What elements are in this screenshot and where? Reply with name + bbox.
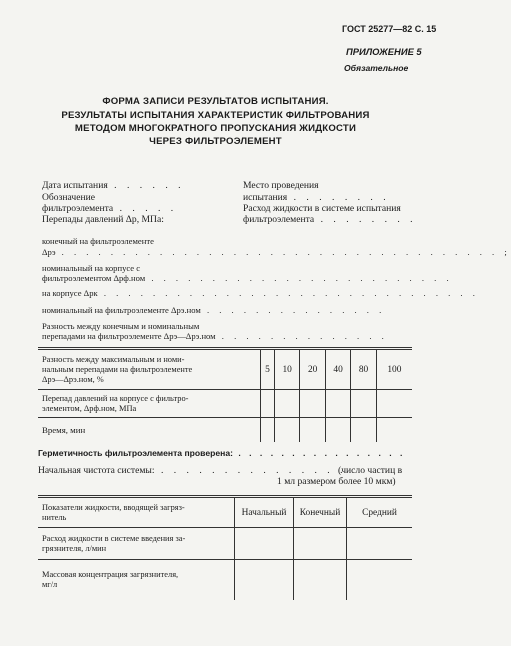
table-row bbox=[38, 528, 412, 560]
appendix-label: ПРИЛОЖЕНИЕ 5 bbox=[346, 46, 422, 57]
difference-label-1: Разность между конечным и номинальным bbox=[42, 321, 200, 331]
pressure-drops-label: Перепады давлений Δp, МПа: bbox=[42, 214, 164, 225]
mass-concentration-label: Массовая концентрация загрязнителя, мг/л bbox=[38, 560, 235, 600]
col-average-header: Средний bbox=[347, 498, 413, 528]
form-title-line4: ЧЕРЕЗ ФИЛЬТРОЭЛЕМЕНТ bbox=[149, 136, 282, 147]
housing-drop-label: на корпусе Δpк . . . . . . . . . . . . . . . . . . . . . . . . . . . . . . . bbox=[42, 288, 479, 298]
table-cell[interactable] bbox=[325, 390, 350, 418]
table-cell[interactable] bbox=[347, 528, 413, 560]
place-label-2: испытания . . . . . . . . bbox=[243, 192, 390, 203]
form-title-line1: ФОРМА ЗАПИСИ РЕЗУЛЬТАТОВ ИСПЫТАНИЯ. bbox=[102, 96, 329, 107]
table-cell[interactable] bbox=[325, 418, 350, 442]
col-initial-header: Начальный bbox=[235, 498, 294, 528]
difference-label-2: перепадами на фильтроэлементе Δpэ—Δpэ.ном . . . . . . . . . . . . . . bbox=[42, 331, 388, 341]
table-cell[interactable] bbox=[235, 528, 294, 560]
nominal-drop-label-2: фильтроэлементом Δpф.ном . . . . . . . . . . . . . . . . . . . . . . . . . bbox=[42, 273, 453, 283]
table-cell[interactable] bbox=[351, 390, 376, 418]
nominal-drop-label-1: номинальный на корпусе с bbox=[42, 263, 141, 273]
cleanliness-label: Начальная чистота системы: . . . . . . . . . . . . . . . bbox=[38, 465, 347, 476]
table-cell[interactable] bbox=[294, 528, 347, 560]
percent-100: 100 bbox=[376, 350, 412, 390]
flow-label-1: Расход жидкости в системе испытания bbox=[243, 203, 401, 214]
form-title-line2: РЕЗУЛЬТАТЫ ИСПЫТАНИЯ ХАРАКТЕРИСТИК ФИЛЬТРОВАНИЯ bbox=[61, 110, 370, 121]
tightness-label: Герметичность фильтроэлемента проверена: . . . . . . . . . . . . . . . . bbox=[38, 448, 406, 458]
table-cell[interactable] bbox=[300, 390, 325, 418]
flow-label-2: фильтроэлемента . . . . . . . . bbox=[243, 214, 417, 225]
table-cell[interactable] bbox=[274, 418, 299, 442]
table-row bbox=[38, 418, 412, 442]
final-drop-label-2: Δpэ . . . . . . . . . . . . . . . . . . . . . . . . . . . . . . . . . . . . ; bbox=[42, 247, 511, 257]
housing-pressure-label: Перепад давлений на корпусе с фильтро- элементом, Δpф.ном, МПа bbox=[38, 390, 261, 418]
table1-top-rule bbox=[38, 347, 412, 348]
contaminant-flow-label: Расход жидкости в системе введения за- грязнителя, л/мин bbox=[38, 528, 235, 560]
percent-80: 80 bbox=[351, 350, 376, 390]
percent-10: 10 bbox=[274, 350, 299, 390]
table-cell[interactable] bbox=[376, 390, 412, 418]
table-row bbox=[38, 390, 412, 418]
test-date-label: Дата испытания . . . . . . bbox=[42, 180, 185, 191]
table2-top-rule bbox=[38, 495, 412, 496]
col-final-header: Конечный bbox=[294, 498, 347, 528]
table-row bbox=[38, 350, 412, 390]
mandatory-label: Обязательное bbox=[344, 63, 409, 73]
table-cell[interactable] bbox=[347, 560, 413, 600]
cleanliness-note-2: 1 мл размером более 10 мкм) bbox=[277, 476, 396, 487]
cleanliness-note-1: (число частиц в bbox=[338, 465, 403, 476]
table-cell[interactable] bbox=[274, 390, 299, 418]
percent-40: 40 bbox=[325, 350, 350, 390]
table-row bbox=[38, 560, 412, 600]
table-cell[interactable] bbox=[261, 390, 275, 418]
table-cell[interactable] bbox=[300, 418, 325, 442]
table-cell[interactable] bbox=[294, 560, 347, 600]
table-cell[interactable] bbox=[351, 418, 376, 442]
table-cell[interactable] bbox=[376, 418, 412, 442]
contaminant-fluid-table bbox=[38, 497, 412, 600]
percent-difference-label: Разность между максимальным и номи- нальным перепадами на фильтроэлементе Δpэ—Δpэ.ном, % bbox=[38, 350, 261, 390]
nominal-element-drop-label: номинальный на фильтроэлементе Δpэ.ном . . . . . . . . . . . . . . . bbox=[42, 305, 386, 315]
designation-label-2: фильтроэлемента . . . . . bbox=[42, 203, 178, 214]
fluid-indicators-header: Показатели жидкости, вводящей загряз- нитель bbox=[38, 498, 235, 528]
final-drop-label-1: конечный на фильтроэлементе bbox=[42, 236, 154, 246]
table-cell[interactable] bbox=[235, 560, 294, 600]
percent-difference-table bbox=[38, 349, 412, 442]
table-row bbox=[38, 498, 412, 528]
gost-page-header: ГОСТ 25277—82 С. 15 bbox=[342, 24, 437, 34]
designation-label-1: Обозначение bbox=[42, 192, 96, 203]
table-cell[interactable] bbox=[261, 418, 275, 442]
form-title-line3: МЕТОДОМ МНОГОКРАТНОГО ПРОПУСКАНИЯ ЖИДКОСТИ bbox=[74, 123, 357, 134]
place-label-1: Место проведения bbox=[243, 180, 319, 191]
percent-20: 20 bbox=[300, 350, 325, 390]
percent-5: 5 bbox=[261, 350, 275, 390]
time-label: Время, мин bbox=[38, 418, 261, 442]
